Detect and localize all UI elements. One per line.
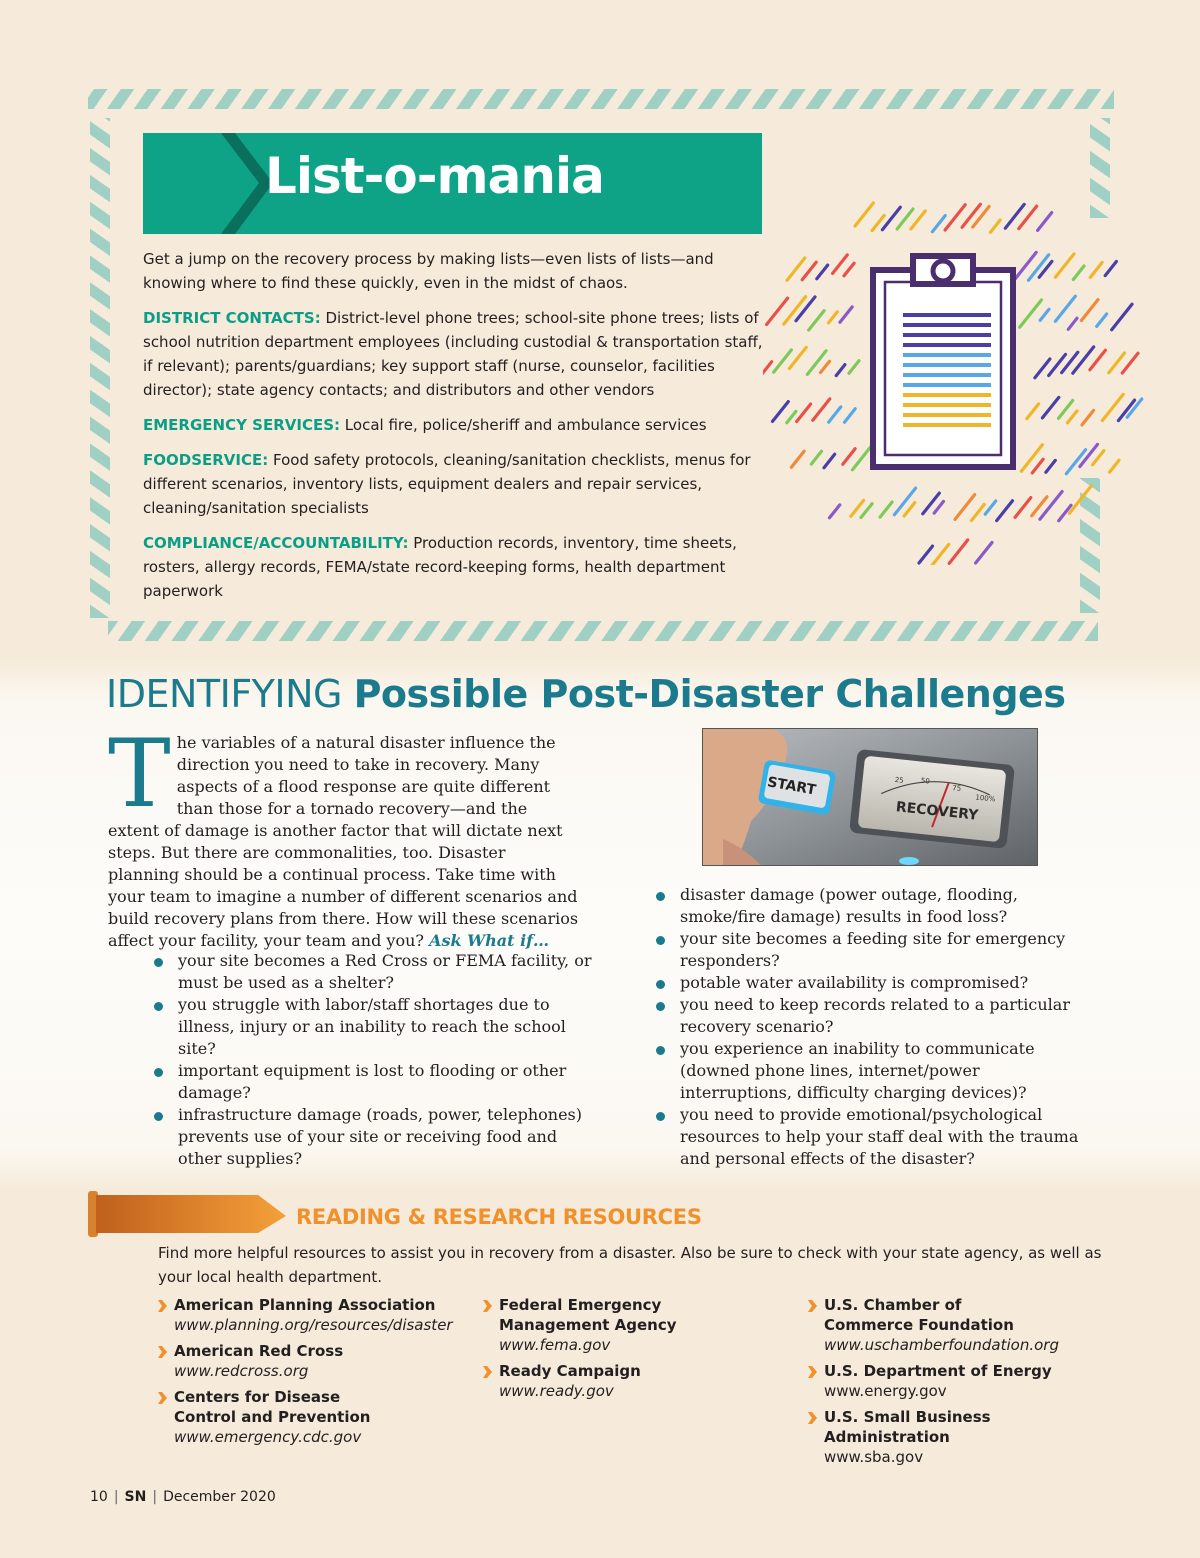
resource-name: Federal Emergency Management Agency: [499, 1296, 677, 1334]
decorative-dash: [829, 312, 838, 323]
decorative-dash: [836, 365, 845, 376]
page-number: 10: [90, 1489, 108, 1505]
section-title: [106, 672, 1065, 716]
decorative-dash: [829, 407, 841, 422]
item-lead: DISTRICT CONTACTS:: [143, 309, 321, 327]
challenges-intro: [108, 720, 580, 952]
list-box-item: [143, 306, 763, 402]
resource-name: American Red Cross: [174, 1342, 344, 1360]
resource-name: U.S. Chamber of Commerce Foundation: [824, 1296, 1014, 1334]
arrow-bullet-icon: [158, 1346, 167, 1358]
footer-divider: |: [113, 1489, 119, 1505]
tick-25: 25: [894, 775, 905, 785]
resource-name: U.S. Small Business Administration: [824, 1408, 991, 1446]
resources-column-2: [483, 1295, 783, 1407]
left-bullet-list: [154, 950, 594, 1170]
decorative-dash: [851, 500, 864, 516]
decorative-dash: [1046, 460, 1055, 472]
decorative-dash: [1109, 353, 1125, 373]
item-lead: COMPLIANCE/ACCOUNTABILITY:: [143, 534, 409, 552]
start-recovery-image: [703, 729, 1038, 866]
list-box-title-banner: [143, 133, 762, 234]
list-box-text: [143, 247, 763, 614]
decorative-dash: [904, 503, 915, 516]
decorative-dash: [894, 488, 915, 515]
resources-column-3: [808, 1295, 1108, 1473]
resource-item: [483, 1295, 783, 1355]
decorative-dash: [880, 502, 892, 517]
intro-text: he variables of a natural disaster influence the direction you need to take in recovery. Many aspects of a flood response are quite different than those for a tornado recovery—and the extent of damage is another factor that will dictate next steps. But there are commonalities, too. Disaster planning should be a continual process. Take time with your team to imagine a number of different scenarios and build recovery plans from there. How will these scenarios affect your facility, your team and you?: [108, 733, 579, 950]
recovery-label: RECOVERY: [895, 799, 980, 824]
decorative-dash: [787, 258, 805, 280]
decorative-dash: [833, 255, 848, 274]
resource-item: [808, 1407, 1108, 1467]
resource-item: [483, 1361, 783, 1401]
list-item: you need to keep records related to a particular recovery scenario?: [656, 994, 1080, 1038]
item-text: District-level phone trees; school-site phone trees; lists of school nutrition department employees (including custodial & transportation staff, if relevant); parents/guardians; key support staff (nurse, counselor, facilities director); state agency contacts; and distributors and other vendors: [143, 309, 763, 399]
decorative-dash: [955, 495, 975, 520]
arrow-bullet-icon: [808, 1300, 817, 1312]
resource-url[interactable]: www.planning.org/resources/disaster: [174, 1316, 453, 1334]
tick-50: 50: [920, 776, 931, 786]
decorative-dash: [773, 402, 789, 422]
decorative-dash: [840, 307, 852, 322]
decorative-dash: [1068, 318, 1077, 329]
item-text: Food safety protocols, cleaning/sanitation checklists, menus for different scenarios, inventory lists, equipment dealers and repair services, cleaning/sanitation specialists: [143, 451, 751, 517]
resource-url[interactable]: www.fema.gov: [499, 1336, 611, 1354]
decorative-dash: [1112, 304, 1132, 330]
resource-item: [808, 1361, 1108, 1401]
decorative-dash: [849, 361, 859, 374]
decorative-dash: [1093, 451, 1104, 465]
decorative-dash: [932, 216, 945, 232]
decorative-dash: [1110, 460, 1119, 472]
decorative-dash: [976, 543, 992, 564]
resource-item: [808, 1295, 1108, 1355]
decorative-dash: [897, 209, 913, 229]
decorative-dash: [791, 451, 804, 467]
resource-name: U.S. Department of Energy: [824, 1362, 1052, 1380]
tick-75: 75: [951, 783, 962, 793]
list-box-item: [143, 531, 763, 603]
decorative-dash: [911, 211, 925, 229]
decorative-dash: [1068, 411, 1078, 423]
section-title-prefix: IDENTIFYING: [106, 672, 342, 716]
resource-url[interactable]: www.ready.gov: [499, 1382, 614, 1400]
list-item: you struggle with labor/staff shortages due to illness, injury or an inability to reach the school site?: [154, 994, 594, 1060]
list-box-item: [143, 413, 763, 437]
decorative-dash: [1073, 266, 1084, 280]
start-label: START: [766, 774, 818, 799]
resources-intro: Find more helpful resources to assist you in recovery from a disaster. Also be sure to check with your state agency, as well as your local health department.: [158, 1244, 1102, 1286]
resource-name: American Planning Association: [174, 1296, 436, 1314]
decorative-dash: [763, 362, 772, 375]
resource-name: Centers for Disease Control and Prevention: [174, 1388, 371, 1426]
decorative-dash: [1040, 492, 1062, 520]
resource-url[interactable]: www.redcross.org: [174, 1362, 309, 1380]
decorative-dash: [809, 311, 824, 330]
arrow-bullet-icon: [808, 1366, 817, 1378]
list-box-title: List-o-mania: [265, 147, 604, 205]
resources-column-1: [158, 1295, 458, 1453]
decorative-dash: [845, 409, 856, 423]
decorative-dash: [1090, 263, 1102, 278]
resources-title: READING & RESEARCH RESOURCES: [296, 1205, 702, 1229]
list-box-border-left: [90, 118, 110, 618]
decorative-dash: [802, 262, 816, 280]
arrow-bullet-icon: [158, 1392, 167, 1404]
decorative-dash: [767, 298, 788, 324]
decorative-dash: [813, 399, 830, 420]
item-text: Local fire, police/sheriff and ambulance services: [340, 416, 707, 434]
decorative-dash: [1090, 350, 1106, 370]
list-box-intro: Get a jump on the recovery process by making lists—even lists of lists—and knowing where to find these quickly, even in the midst of chaos.: [143, 250, 714, 292]
list-item: your site becomes a feeding site for emergency responders?: [656, 928, 1080, 972]
decorative-dash: [1055, 254, 1074, 277]
decorative-dash: [1070, 486, 1092, 514]
resource-url[interactable]: www.energy.gov: [824, 1382, 947, 1400]
tick-100: 100%: [974, 793, 996, 804]
list-item: important equipment is lost to flooding or other damage?: [154, 1060, 594, 1104]
item-lead: EMERGENCY SERVICES:: [143, 416, 341, 434]
decorative-dash: [844, 263, 854, 276]
arrow-bullet-icon: [483, 1366, 492, 1378]
decorative-dash: [1097, 314, 1107, 326]
decorative-dash: [949, 540, 968, 564]
decorative-dash: [985, 501, 996, 514]
decorative-dash: [855, 203, 873, 226]
decorative-dash: [787, 411, 796, 422]
decorative-dash: [1032, 459, 1043, 473]
ask-what-if: Ask What if…: [429, 931, 550, 950]
arrow-bullet-icon: [808, 1412, 817, 1424]
list-item: you experience an inability to communicate (downed phone lines, internet/power interruptions, difficulty charging devices)?: [656, 1038, 1080, 1104]
decorative-dash: [797, 404, 811, 421]
decorative-dash: [1055, 296, 1075, 321]
resource-name: Ready Campaign: [499, 1362, 641, 1380]
list-item: you need to provide emotional/psychological resources to help your staff deal with the trauma and personal effects of the disaster?: [656, 1104, 1080, 1170]
list-box-item: [143, 448, 763, 520]
clipboard-illustration-icon: [763, 170, 1148, 565]
item-lead: FOODSERVICE:: [143, 451, 269, 469]
page-footer: [90, 1489, 276, 1505]
decorative-dash: [821, 361, 830, 372]
resource-item: [158, 1295, 458, 1335]
item-text: Production records, inventory, time sheets, rosters, allergy records, FEMA/state record-keeping forms, health department paperwork: [143, 534, 737, 600]
list-box-border-bottom: [108, 621, 1098, 641]
resources-banner-arrow: [88, 1191, 288, 1237]
decorative-dash: [796, 297, 815, 321]
list-item: potable water availability is compromised?: [656, 972, 1080, 994]
decorative-dash: [997, 501, 1013, 521]
magazine-brand: SN: [124, 1489, 147, 1505]
resource-url[interactable]: www.uschamberfoundation.org: [824, 1336, 1059, 1354]
decorative-dash: [972, 505, 985, 521]
resource-url[interactable]: www.sba.gov: [824, 1448, 924, 1466]
decorative-dash: [1059, 401, 1073, 419]
decorative-dash: [843, 449, 855, 465]
decorative-dash: [1015, 498, 1031, 518]
list-item: infrastructure damage (roads, power, telephones) prevents use of your site or receiving food and other supplies?: [154, 1104, 594, 1170]
decorative-dash: [817, 265, 828, 279]
resource-item: [158, 1341, 458, 1381]
decorative-dash: [1020, 300, 1042, 327]
decorative-dash: [811, 451, 821, 464]
section-title-main: Possible Post-Disaster Challenges: [353, 672, 1066, 716]
decorative-dash: [824, 454, 835, 468]
decorative-dash: [1027, 404, 1039, 419]
decorative-dash: [919, 546, 933, 563]
decorative-dash: [1122, 353, 1138, 373]
start-recovery-photo: [702, 728, 1038, 866]
list-item: disaster damage (power outage, flooding, smoke/fire damage) results in food loss?: [656, 884, 1080, 928]
issue-date: December 2020: [163, 1489, 276, 1505]
decorative-dash: [830, 505, 840, 518]
list-item: your site becomes a Red Cross or FEMA facility, or must be used as a shelter?: [154, 950, 594, 994]
decorative-dash: [991, 220, 1001, 232]
decorative-dash: [934, 501, 943, 513]
arrow-bullet-icon: [158, 1300, 167, 1312]
decorative-dash: [861, 504, 872, 518]
decorative-dash: [1082, 411, 1094, 425]
decorative-dash: [1040, 309, 1049, 320]
list-box-border-top: [88, 89, 1114, 109]
decorative-dash: [1021, 445, 1042, 472]
right-bullet-list: [656, 884, 1080, 1170]
decorative-dash: [1038, 213, 1052, 231]
resource-item: [158, 1387, 458, 1447]
decorative-dash: [962, 204, 980, 227]
decorative-dash: [1042, 397, 1058, 418]
drop-cap: T: [108, 720, 171, 829]
decorative-dash: [1081, 300, 1098, 321]
resource-url[interactable]: www.emergency.cdc.gov: [174, 1428, 362, 1446]
arrow-bullet-icon: [483, 1300, 492, 1312]
decorative-dash: [1105, 262, 1116, 276]
footer-divider: |: [152, 1489, 158, 1505]
